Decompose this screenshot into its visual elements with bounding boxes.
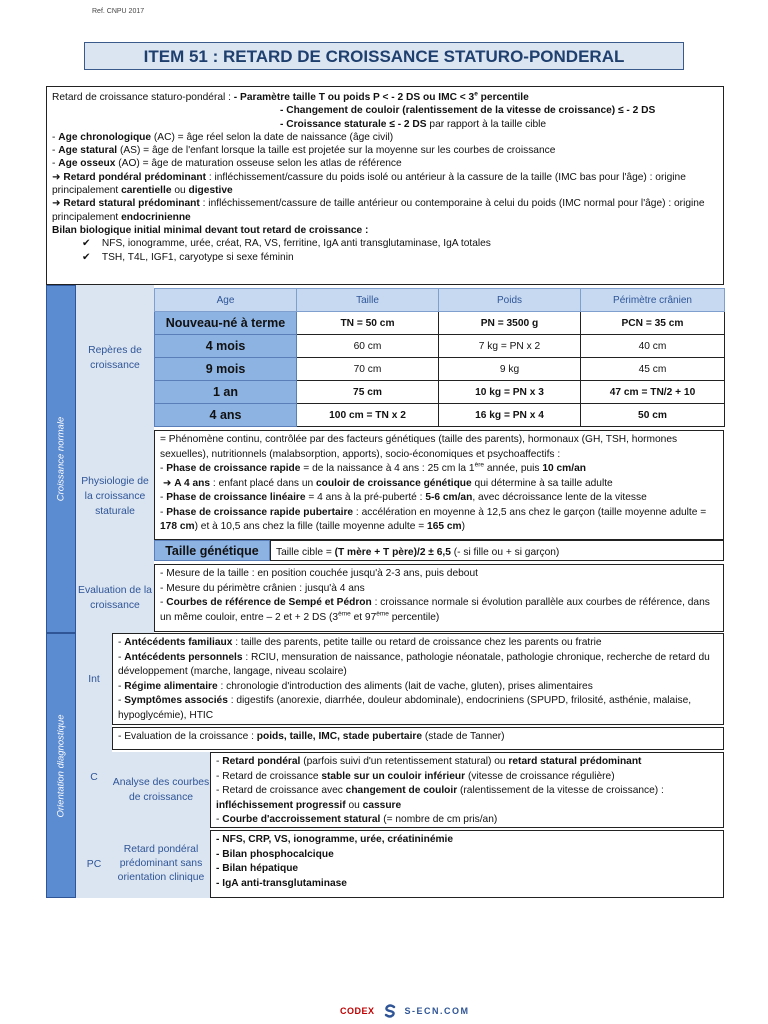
regime-alimentaire: - Régime alimentaire : chronologie d'introduction des aliments (lait de vache, gluten), prises alimentaires	[118, 680, 593, 692]
reperes-row	[155, 335, 725, 358]
reperes-table	[154, 288, 725, 427]
reperes-cell-taille: 100 cm = TN x 2	[297, 404, 439, 427]
c-label: C	[90, 771, 98, 783]
definition-item-1: - Paramètre taille T ou poids P < - 2 DS ou IMC < $3^e$ percentile	[233, 90, 529, 103]
section-band-orientation: Orientation diagnostique	[46, 633, 76, 898]
header-age: Age	[155, 289, 297, 312]
definition-label: Retard de croissance staturo-pondéral :	[52, 92, 231, 103]
analyse-label: Analyse des courbes de croissance	[112, 777, 210, 803]
physio-box	[154, 430, 724, 540]
evaluation-line-2: - Mesure du périmètre crânien : jusqu'à 4 ans	[160, 582, 365, 594]
definition-item-3: - Croissance staturale ≤ - 2 DS par rapport à la taille cible	[280, 118, 547, 130]
reperes-cell-pc: 40 cm	[581, 335, 725, 358]
reperes-cell-poids: 9 kg	[439, 358, 581, 381]
reperes-cell-age: 1 an	[155, 381, 297, 404]
reperes-cell-age: 9 mois	[155, 358, 297, 381]
check-icon: ✔	[82, 238, 91, 250]
bilan-item-2: ✔ TSH, T4L, IGF1, caryotype si sexe féminin	[82, 251, 294, 263]
bilan-item-1: ✔ NFS, ionogramme, urée, créat, RA, VS, ferritine, IgA anti transglutaminase, IgA totales	[82, 238, 491, 250]
reperes-cell-age: 4 mois	[155, 335, 297, 358]
reperes-cell-taille: 75 cm	[297, 381, 439, 404]
physio-line-2: - Phase de croissance rapide = de la naissance à 4 ans : 25 cm la 1ère année, puis 10 cm/an	[160, 461, 586, 474]
reference-label: Ref. CNPU 2017	[92, 8, 145, 15]
analyse-line-1: - Retard pondéral (parfois suivi d'un retentissement statural) ou retard statural prédominant	[216, 756, 642, 767]
reperes-row	[155, 312, 725, 335]
reperes-cell-age: 4 ans	[155, 404, 297, 427]
analyse-box	[210, 752, 724, 828]
physio-line-4: - Phase de croissance linéaire = 4 ans à la pré-puberté : 5-6 cm/an, avec décroissance lente de la vitesse	[160, 492, 647, 503]
retard-ponderal-predominant: ➜ Retard pondéral prédominant : infléchissement/cassure du poids isolé ou antérieur à la cassure de la taille (IMC bas pour l'âge) : origine principalement carentielle ou digestive	[52, 171, 686, 197]
antecedents-personnels: - Antécédents personnels : RCIU, mensuration de naissance, pathologie néonatale, pathologie chronique, recherche de retard du développement (marche, langage, niveau scolaire)	[118, 651, 710, 677]
physio-line-1: = Phénomène continu, contrôlée par des facteurs génétiques (taille des parents), hormonaux (GH, TSH, hormones sexuelles), nutritionnels (malabsorption, apports), socio-économiques et psychoaffectifs :	[160, 434, 678, 460]
reperes-cell-age: Nouveau-né à terme	[155, 312, 297, 335]
analyse-line-2: - Retard de croissance stable sur un couloir inférieur (vitesse de croissance régulière)	[216, 770, 615, 782]
reperes-cell-pc: 50 cm	[581, 404, 725, 427]
reperes-row	[155, 381, 725, 404]
intro-box	[46, 86, 724, 285]
reperes-cell-poids: 7 kg = PN x 2	[439, 335, 581, 358]
int-label: Int	[88, 673, 100, 685]
s-logo-icon	[383, 1004, 397, 1018]
physio-label: Physiologie de la croissance staturale	[81, 475, 149, 517]
age-chronologique: - Age chronologique (AC) = âge réel selon la date de naissance (âge civil)	[52, 131, 394, 143]
header-perimetre: Périmètre crânien	[581, 289, 725, 312]
reperes-cell-taille: 60 cm	[297, 335, 439, 358]
reperes-row	[155, 358, 725, 381]
evaluation-line-1: - Mesure de la taille : en position couchée jusqu'à 2-3 ans, puis debout	[160, 568, 478, 579]
pc-item: - NFS, CRP, VS, ionogramme, urée, créatininémie	[216, 834, 454, 845]
footer-brand: CODEX	[340, 1006, 375, 1016]
evaluation-line-3: - Courbes de référence de Sempé et Pédron : croissance normale si évolution parallèle aux courbes de référence, dans un même couloir, entre – 2 et + 2 DS (3ème et 97ème percentile)	[160, 597, 710, 623]
section-band-normale: Croissance normale	[46, 285, 76, 633]
analyse-line-4: - Courbe d'accroissement statural (= nombre de cm pris/an)	[216, 814, 498, 825]
taille-cible-box: Taille cible = (T mère + T père)/2 ± 6,5 (- si fille ou + si garçon)	[270, 540, 724, 561]
reperes-cell-taille: TN = 50 cm	[297, 312, 439, 335]
check-icon: ✔	[82, 251, 91, 263]
retard-statural-predominant: ➜ Retard statural prédominant : infléchissement/cassure de taille antérieur ou contemporaine à celui du poids (IMC normal pour l'âge) : origine principalement endocrinienne	[52, 198, 705, 223]
c-eval-box: - Evaluation de la croissance : poids, taille, IMC, stade pubertaire (stade de Tanner)	[112, 727, 724, 750]
header-taille: Taille	[297, 289, 439, 312]
evaluation-label: Evaluation de la croissance	[78, 585, 152, 611]
reperes-cell-poids: 16 kg = PN x 4	[439, 404, 581, 427]
analyse-line-3: - Retard de croissance avec changement de couloir (ralentissement de la vitesse de croissance) : infléchissement progressif ou cassure	[216, 785, 664, 811]
int-box	[112, 633, 724, 725]
antecedents-familiaux: - Antécédents familiaux : taille des parents, petite taille ou retard de croissance chez les parents ou fratrie	[118, 637, 602, 648]
reperes-cell-pc: 47 cm = TN/2 + 10	[581, 381, 725, 404]
physio-line-5: - Phase de croissance rapide pubertaire : accélération en moyenne à 12,5 ans chez le garçon (taille moyenne adulte = 178 cm) et à 10,5 ans chez la fille (taille moyenne adulte = 165 cm)	[160, 506, 707, 532]
evaluation-box	[154, 564, 724, 632]
pc-item: - Bilan phosphocalcique	[216, 848, 334, 860]
age-osseux: - Age osseux (AO) = âge de maturation osseuse selon les atlas de référence	[52, 158, 402, 170]
reperes-label: Repères de croissance	[88, 345, 142, 371]
taille-genetique-label: Taille génétique	[154, 540, 270, 561]
definition-item-2: - Changement de couloir (ralentissement de la vitesse de croissance) ≤ - 2 DS	[280, 105, 656, 117]
physio-line-3: ➜ A 4 ans : enfant placé dans un couloir de croissance génétique qui détermine à sa taille adulte	[160, 477, 613, 489]
page-title: ITEM 51 : RETARD DE CROISSANCE STATURO-PONDERAL	[84, 42, 684, 70]
reperes-cell-poids: PN = 3500 g	[439, 312, 581, 335]
age-statural: - Age statural (AS) = âge de l'enfant lorsque la taille est projetée sur la moyenne sur les courbes de croissance	[52, 145, 556, 157]
reperes-cell-taille: 70 cm	[297, 358, 439, 381]
footer	[340, 1003, 470, 1019]
reperes-cell-poids: 10 kg = PN x 3	[439, 381, 581, 404]
pc-item: - IgA anti-transglutaminase	[216, 877, 347, 889]
symptomes-associes: - Symptômes associés : digestifs (anorexie, diarrhée, douleur abdominale), endocriniens (SPUPD, frilosité, asthénie, malaise, hypoglycémie), HTIC	[118, 695, 692, 721]
reperes-cell-pc: PCN = 35 cm	[581, 312, 725, 335]
pc-box	[210, 830, 724, 898]
reperes-cell-pc: 45 cm	[581, 358, 725, 381]
pc-sub-label: Retard pondéral prédominant sans orientation clinique	[117, 844, 205, 883]
bilan-title: Bilan biologique initial minimal devant tout retard de croissance :	[52, 224, 369, 236]
pc-item: - Bilan hépatique	[216, 863, 299, 874]
reperes-row	[155, 404, 725, 427]
footer-site: S-ECN.COM	[404, 1006, 470, 1016]
header-poids: Poids	[439, 289, 581, 312]
pc-label: PC	[86, 858, 102, 870]
